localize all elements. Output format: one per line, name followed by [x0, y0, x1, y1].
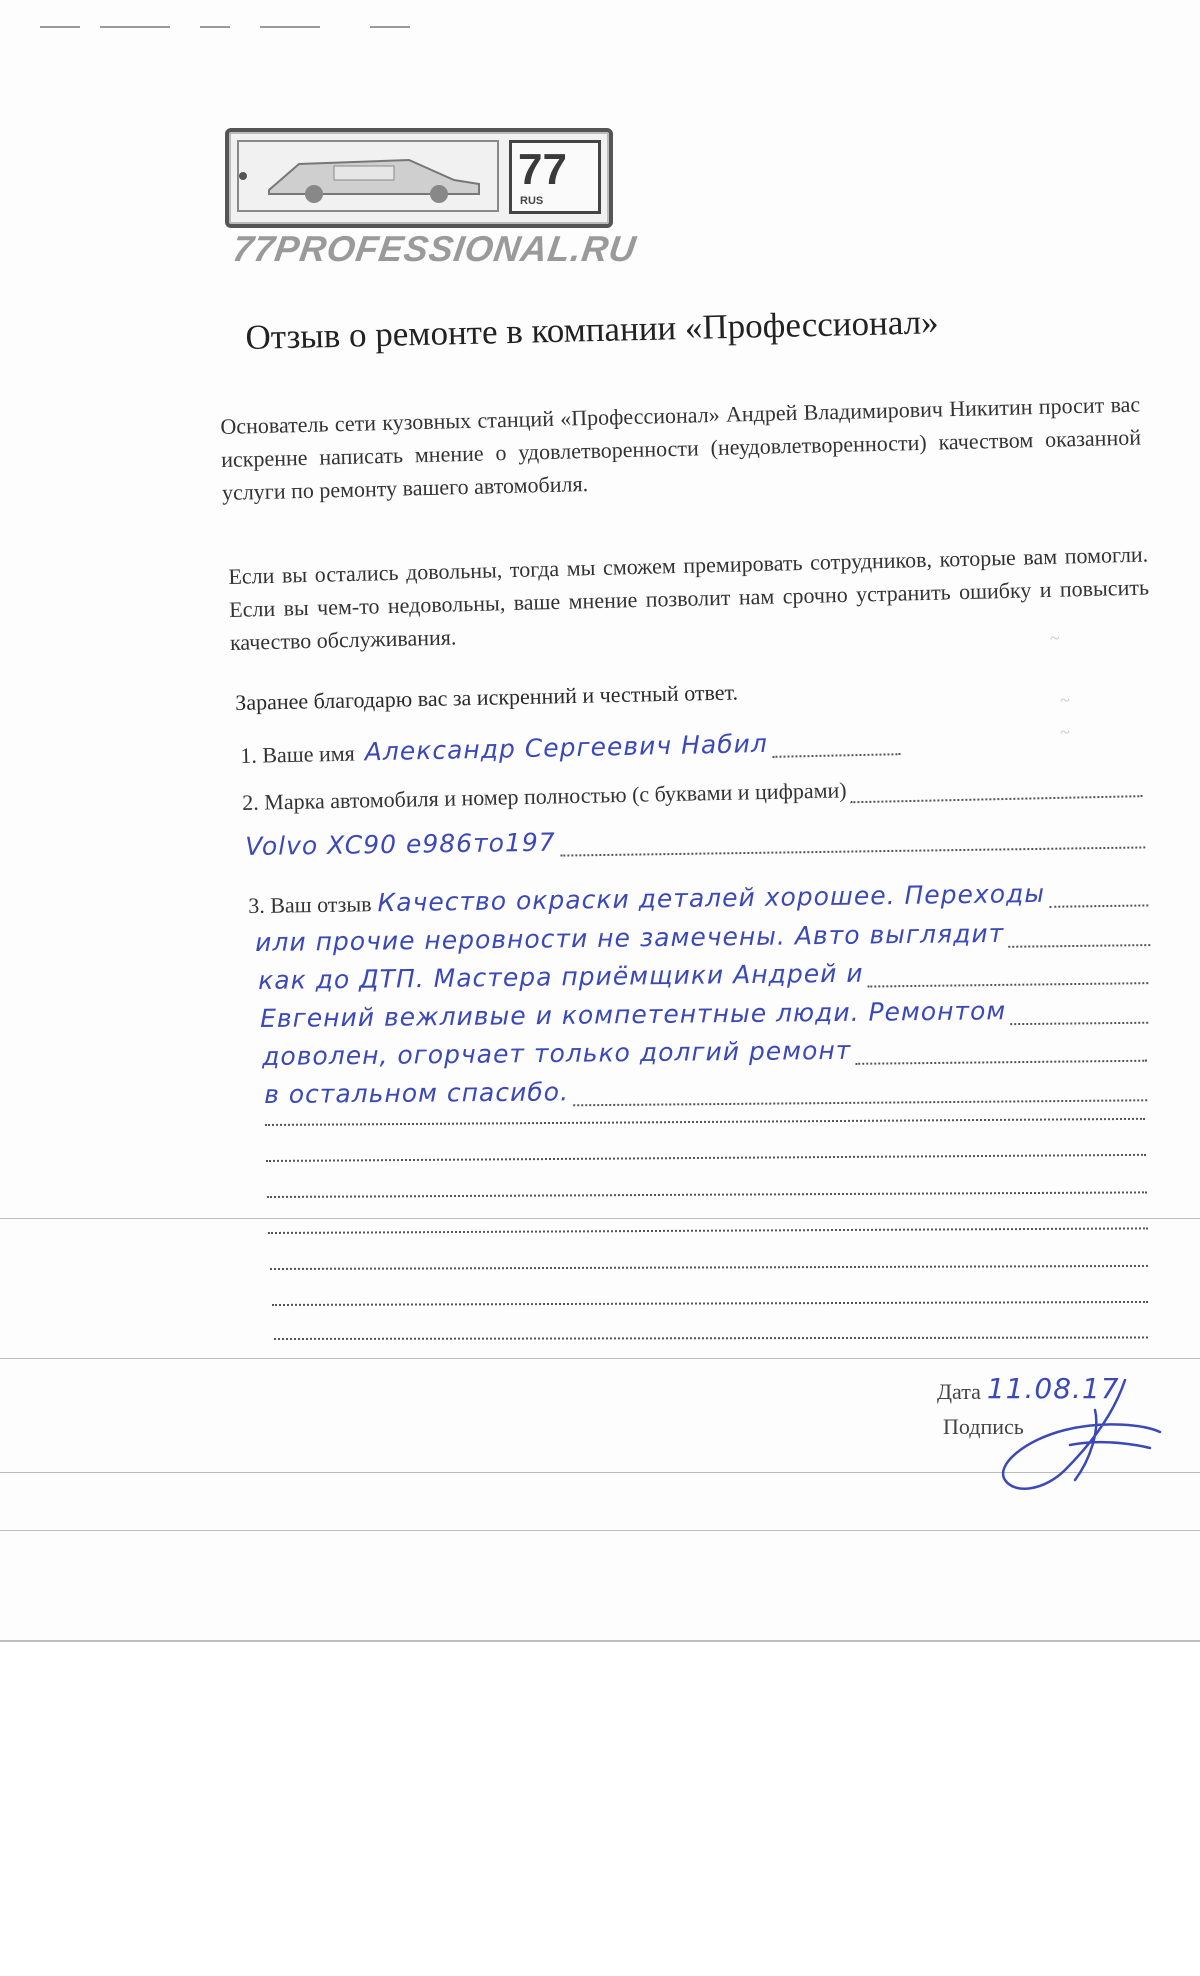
- review-row-6: [264, 1072, 1147, 1109]
- review-row-2: [255, 917, 1150, 957]
- dotted-line: [1010, 1004, 1148, 1025]
- review-row-3: [258, 955, 1148, 995]
- scan-artifact: [200, 26, 230, 28]
- bleed-through-artifact: ~: [1060, 722, 1070, 742]
- handwritten-signature: [975, 1370, 1175, 1500]
- answer-car-row: [245, 819, 1145, 861]
- question-review-label: 3. Ваш отзыв: [248, 891, 372, 918]
- question-name-row: [240, 726, 900, 769]
- review-line-4: Евгений вежливые и компетентные люди. Ремонтом: [260, 996, 1007, 1033]
- scan-artifact: [260, 26, 320, 28]
- dotted-line: [855, 1042, 1147, 1065]
- plate-number: 77: [518, 145, 567, 194]
- empty-dotted-line: [268, 1227, 1148, 1234]
- dotted-line: [560, 828, 1146, 856]
- question-car-row: [242, 771, 1142, 816]
- question-name-label: 1. Ваше имя: [240, 740, 356, 768]
- thanks-line: Заранее благодарю вас за искренний и честный ответ.: [235, 679, 739, 715]
- car-icon: [239, 142, 497, 210]
- bleed-through-artifact: ~: [1060, 690, 1070, 710]
- question-review-row: [248, 877, 1148, 919]
- question-car-label: 2. Марка автомобиля и номер полностью (с буквами и цифрами): [242, 777, 847, 815]
- dotted-line: [867, 964, 1148, 987]
- review-line-5: доволен, огорчает только долгий ремонт: [262, 1035, 852, 1071]
- empty-dotted-line: [270, 1265, 1148, 1270]
- bleed-through-artifact: ~: [1050, 628, 1060, 648]
- scan-artifact: [40, 26, 80, 28]
- document-title: Отзыв о ремонте в компании «Профессионал»: [245, 302, 939, 357]
- review-row-4: [260, 995, 1148, 1033]
- review-line-2: или прочие неровности не замечены. Авто выглядит: [255, 918, 1005, 957]
- review-line-3: как до ДТП. Мастера приёмщики Андрей и: [258, 958, 864, 995]
- intro-paragraph-2: Если вы остались довольны, тогда мы сможем премировать сотрудников, которые вам помогли. Если вы чем-то недовольны, ваше мнение позволит нам срочно устранить ошибку и повысить качество обслуживания.: [228, 541, 1150, 655]
- date-label: Дата: [937, 1379, 981, 1404]
- scan-line: [0, 1218, 1200, 1219]
- dotted-line: [573, 1081, 1147, 1106]
- dotted-line: [772, 735, 901, 758]
- empty-dotted-line: [265, 1118, 1145, 1126]
- car-silhouette: [237, 140, 499, 212]
- scan-artifact: [100, 26, 170, 28]
- dotted-line: [1049, 886, 1148, 907]
- review-row-5: [262, 1033, 1147, 1071]
- review-line-6: в остальном спасибо.: [264, 1077, 570, 1109]
- logo-website: 77PROFESSIONAL.RU: [230, 228, 640, 269]
- date-signature-block: [935, 1350, 1175, 1500]
- intro-paragraph-1: Основатель сети кузовных станций «Профессионал» Андрей Владимирович Никитин просит вас искренне написать мнение о удовлетворенности (неудовлетворенности) качеством оказанной услуги по ремонту вашего автомобиля.: [220, 391, 1142, 505]
- date-value: 11.08.17: [986, 1372, 1120, 1405]
- dotted-line: [1008, 926, 1150, 948]
- dotted-line: [850, 777, 1142, 803]
- answer-name: Александр Сергеевич Набил: [364, 728, 769, 767]
- empty-dotted-line: [274, 1336, 1148, 1340]
- signature-label: Подпись: [943, 1414, 1024, 1439]
- region-box: [509, 140, 601, 214]
- empty-dotted-line: [267, 1191, 1147, 1198]
- license-plate-logo: [225, 128, 613, 228]
- answer-car: Volvo XC90 е986то197: [245, 827, 556, 861]
- scan-line: [0, 1530, 1200, 1531]
- scan-artifact: [370, 26, 410, 28]
- review-line-1: Качество окраски деталей хорошее. Переходы: [377, 878, 1046, 918]
- empty-dotted-line: [272, 1301, 1148, 1306]
- empty-dotted-line: [266, 1154, 1146, 1162]
- plate-region: RUS: [520, 195, 544, 207]
